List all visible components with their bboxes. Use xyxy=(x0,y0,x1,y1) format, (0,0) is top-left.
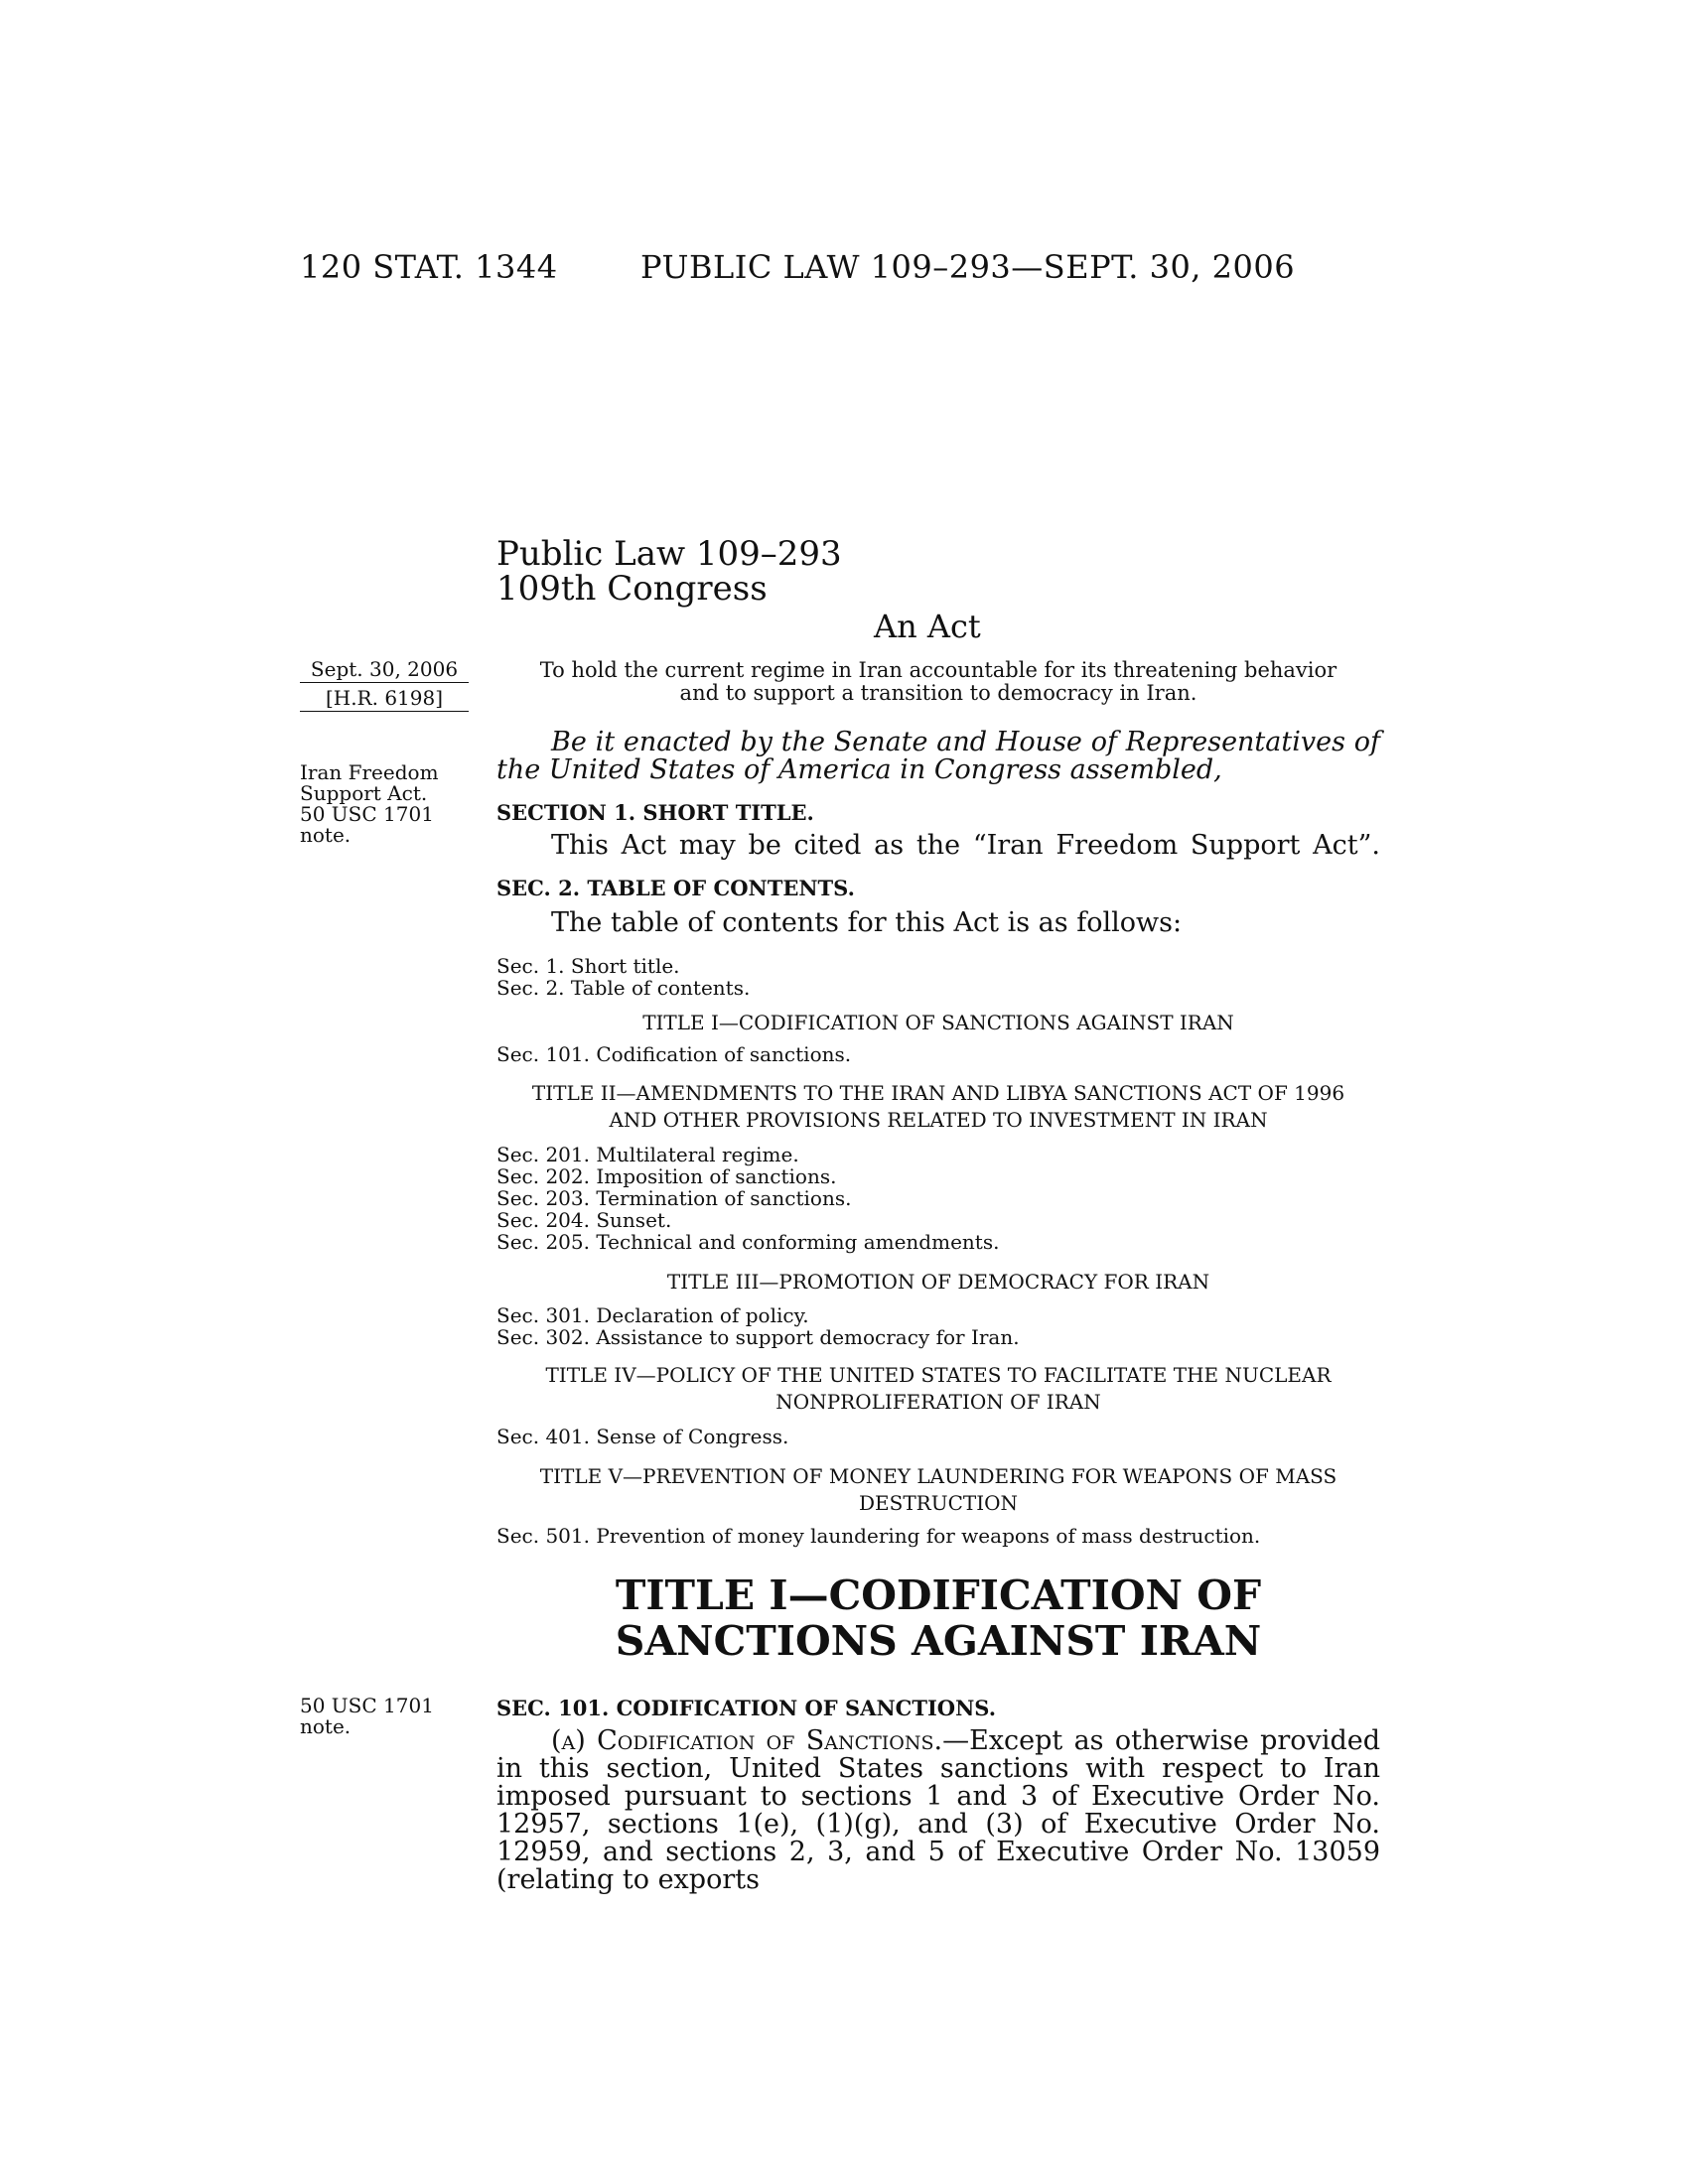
sec101-para-a xyxy=(496,1727,1380,1894)
toc-title-5: TITLE V—PREVENTION OF MONEY LAUNDERING FOR WEAPONS OF MASS DESTRUCTION xyxy=(539,1464,1337,1515)
section2-text: The table of contents for this Act is as follows: xyxy=(551,907,1183,938)
para-a-text: Except as otherwise provided in this section, United States sanctions with respect to Iran imposed pursuant to sections 1 and 3 of Executive Order No. 12957, sections 1(e), (1)(g), and (3) of Executive Order No. 12959, and sections 2, 3, and 5 of Executive Order No. 13059 (relating to exports xyxy=(496,1725,1381,1895)
margin-sec101-note: 50 USC 1701 note. xyxy=(300,1694,434,1738)
toc-title-3: TITLE III—PROMOTION OF DEMOCRACY FOR IRAN xyxy=(666,1270,1210,1294)
toc-entry: Sec. 401. Sense of Congress. xyxy=(496,1425,789,1448)
public-law-number: Public Law 109–293 xyxy=(496,534,842,574)
title1-heading: TITLE I—CODIFICATION OF SANCTIONS AGAINST IRAN xyxy=(615,1571,1262,1665)
toc-title-1: TITLE I—CODIFICATION OF SANCTIONS AGAINST IRAN xyxy=(642,1011,1234,1034)
toc-entry: Sec. 1. Short title. xyxy=(496,954,680,978)
sec101-heading: SEC. 101. CODIFICATION OF SANCTIONS. xyxy=(496,1696,997,1720)
toc-title-4: TITLE IV—POLICY OF THE UNITED STATES TO FACILITATE THE NUCLEAR NONPROLIFERATION OF IRAN xyxy=(545,1363,1332,1414)
toc-entry: Sec. 2. Table of contents. xyxy=(496,976,751,1000)
act-label: An Act xyxy=(874,608,981,645)
toc-entry: Sec. 301. Declaration of policy. xyxy=(496,1303,809,1327)
toc-entry: Sec. 302. Assistance to support democracy for Iran. xyxy=(496,1325,1020,1349)
toc-entry: Sec. 205. Technical and conforming amendments. xyxy=(496,1230,1000,1254)
page-stat-citation: 120 STAT. 1344 xyxy=(300,248,558,286)
enacting-clause: Be it enacted by the Senate and House of Representatives of the United States of America in Congress assembled, xyxy=(496,727,1380,785)
toc-entry: Sec. 202. Imposition of sanctions. xyxy=(496,1164,837,1188)
toc-entry: Sec. 501. Prevention of money laundering for weapons of mass destruction. xyxy=(496,1524,1261,1548)
section1-heading: SECTION 1. SHORT TITLE. xyxy=(496,800,814,825)
running-title: PUBLIC LAW 109–293—SEPT. 30, 2006 xyxy=(640,248,1296,286)
margin-short-title-note: Iran Freedom Support Act. 50 USC 1701 note. xyxy=(300,760,439,847)
margin-bill-number: [H.R. 6198] xyxy=(300,688,469,712)
act-purpose: To hold the current regime in Iran accountable for its threatening behavior and to support a transition to democracy in Iran. xyxy=(539,658,1337,705)
toc-entry: Sec. 201. Multilateral regime. xyxy=(496,1143,799,1166)
section2-heading: SEC. 2. TABLE OF CONTENTS. xyxy=(496,876,855,900)
section1-text: This Act may be cited as the “Iran Freedom Support Act”. xyxy=(551,830,1380,861)
margin-date: Sept. 30, 2006 xyxy=(300,659,469,683)
congress-label: 109th Congress xyxy=(496,569,768,609)
toc-entry: Sec. 203. Termination of sanctions. xyxy=(496,1186,852,1210)
para-a-label: (a) Codification of Sanctions.— xyxy=(551,1725,970,1756)
toc-entry: Sec. 204. Sunset. xyxy=(496,1208,672,1232)
toc-title-2: TITLE II—AMENDMENTS TO THE IRAN AND LIBYA SANCTIONS ACT OF 1996 AND OTHER PROVISIONS RELATED TO INVESTMENT IN IRAN xyxy=(531,1081,1345,1132)
toc-entry: Sec. 101. Codification of sanctions. xyxy=(496,1042,852,1066)
